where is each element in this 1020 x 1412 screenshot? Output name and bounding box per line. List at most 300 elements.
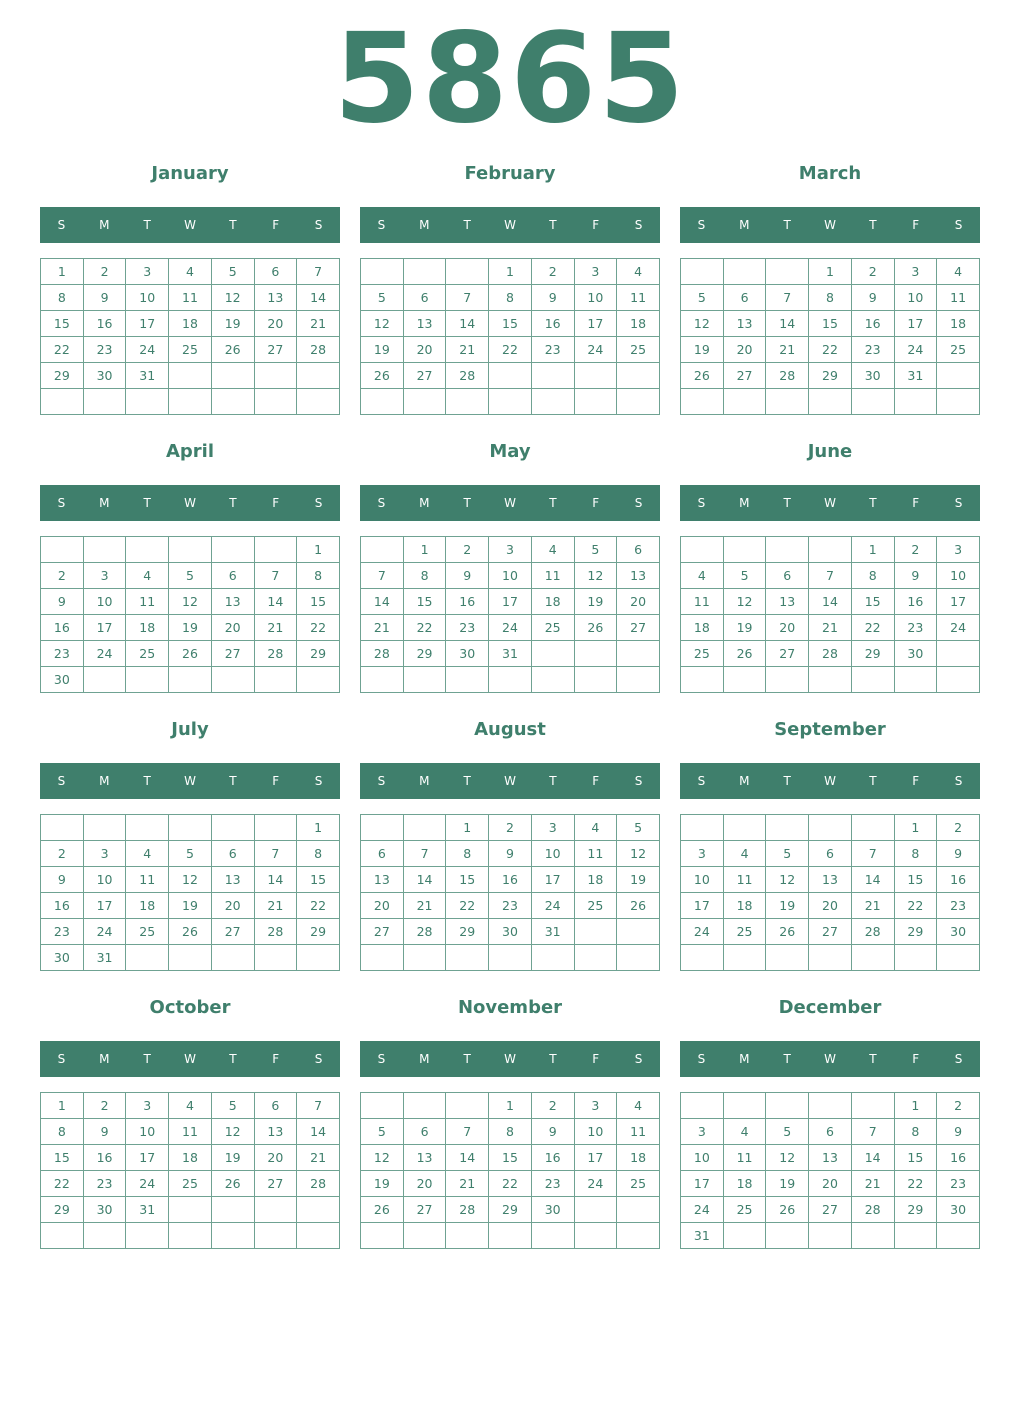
day-cell: 22	[41, 1171, 84, 1197]
day-cell	[723, 815, 766, 841]
day-cell: 31	[83, 945, 126, 971]
day-cell: 26	[169, 919, 212, 945]
day-cell: 4	[617, 259, 660, 285]
day-cell	[851, 389, 894, 415]
day-cell	[361, 945, 404, 971]
day-cell	[83, 667, 126, 693]
day-cell: 27	[361, 919, 404, 945]
day-cell: 23	[83, 1171, 126, 1197]
day-cell: 16	[937, 867, 980, 893]
day-cell: 1	[297, 537, 340, 563]
day-cell: 11	[169, 1119, 212, 1145]
day-cell	[617, 919, 660, 945]
day-cell: 22	[446, 893, 489, 919]
day-cell: 11	[169, 285, 212, 311]
day-cell: 14	[446, 1145, 489, 1171]
weekday-label: M	[99, 218, 110, 232]
day-cell: 25	[126, 641, 169, 667]
week-row	[361, 537, 660, 563]
day-cell	[937, 1223, 980, 1249]
week-row	[361, 1145, 660, 1171]
day-cell	[531, 389, 574, 415]
day-cell: 25	[169, 1171, 212, 1197]
day-cell: 2	[531, 1093, 574, 1119]
day-cell	[681, 667, 724, 693]
day-cell	[531, 641, 574, 667]
day-cell: 25	[169, 337, 212, 363]
day-cell: 13	[766, 589, 809, 615]
day-cell: 5	[723, 563, 766, 589]
weekday-label: S	[314, 1052, 323, 1066]
day-cell: 1	[851, 537, 894, 563]
day-cell: 7	[254, 841, 297, 867]
day-cell: 12	[766, 867, 809, 893]
day-cell: 4	[126, 563, 169, 589]
day-cell: 23	[83, 337, 126, 363]
day-cell: 27	[766, 641, 809, 667]
day-cell	[617, 667, 660, 693]
day-cell: 18	[681, 615, 724, 641]
weekday-header	[40, 207, 340, 243]
day-cell: 19	[361, 1171, 404, 1197]
day-cell	[489, 363, 532, 389]
day-cell	[254, 537, 297, 563]
week-row	[361, 815, 660, 841]
weekday-label: F	[912, 218, 920, 232]
day-cell: 15	[41, 1145, 84, 1171]
weekday-label: S	[377, 496, 386, 510]
day-grid	[680, 1092, 980, 1249]
day-cell	[681, 815, 724, 841]
weekday-label: M	[739, 774, 750, 788]
day-cell: 11	[126, 589, 169, 615]
weekday-label: T	[229, 218, 237, 232]
day-cell: 5	[211, 259, 254, 285]
day-cell	[574, 1197, 617, 1223]
day-cell: 21	[851, 893, 894, 919]
day-cell	[531, 1223, 574, 1249]
day-cell	[531, 363, 574, 389]
day-cell: 9	[446, 563, 489, 589]
day-cell: 21	[446, 1171, 489, 1197]
day-cell: 3	[126, 259, 169, 285]
day-cell: 14	[809, 589, 852, 615]
week-row	[41, 285, 340, 311]
weekday-label: S	[697, 496, 706, 510]
day-cell: 17	[681, 1171, 724, 1197]
day-cell: 2	[83, 259, 126, 285]
day-cell	[681, 945, 724, 971]
day-cell	[361, 389, 404, 415]
weekday-label: T	[869, 774, 877, 788]
day-cell: 5	[617, 815, 660, 841]
day-cell: 6	[403, 1119, 446, 1145]
day-cell	[617, 1223, 660, 1249]
week-row	[681, 389, 980, 415]
day-cell: 22	[489, 337, 532, 363]
day-cell	[851, 815, 894, 841]
day-cell: 26	[766, 919, 809, 945]
weekday-label: S	[697, 1052, 706, 1066]
day-cell	[254, 1197, 297, 1223]
year-title: 5865	[333, 7, 687, 151]
weekday-label: F	[272, 774, 280, 788]
day-cell: 9	[851, 285, 894, 311]
month-july	[40, 715, 340, 965]
day-cell: 19	[211, 311, 254, 337]
day-cell: 30	[531, 1197, 574, 1223]
week-row	[41, 363, 340, 389]
month-august	[360, 715, 660, 939]
day-cell	[211, 815, 254, 841]
day-cell: 12	[211, 285, 254, 311]
day-cell: 20	[403, 1171, 446, 1197]
day-cell: 17	[937, 589, 980, 615]
day-grid	[680, 814, 980, 971]
day-cell	[83, 1223, 126, 1249]
day-cell: 18	[574, 867, 617, 893]
day-cell	[126, 1223, 169, 1249]
day-cell	[809, 1223, 852, 1249]
day-cell: 11	[937, 285, 980, 311]
day-cell: 8	[851, 563, 894, 589]
day-cell	[617, 945, 660, 971]
day-cell: 14	[851, 1145, 894, 1171]
week-row	[41, 945, 340, 971]
day-cell: 28	[297, 337, 340, 363]
day-cell: 17	[574, 311, 617, 337]
week-row	[41, 1223, 340, 1249]
day-cell: 8	[894, 1119, 937, 1145]
day-cell: 9	[41, 589, 84, 615]
week-row	[361, 667, 660, 693]
day-cell: 15	[809, 311, 852, 337]
week-row	[681, 1197, 980, 1223]
day-cell: 2	[41, 563, 84, 589]
week-row	[41, 815, 340, 841]
week-row	[361, 919, 660, 945]
weekday-label: S	[634, 218, 643, 232]
day-cell: 8	[297, 563, 340, 589]
day-cell: 6	[361, 841, 404, 867]
day-cell: 20	[723, 337, 766, 363]
day-cell: 5	[361, 1119, 404, 1145]
week-row	[361, 389, 660, 415]
weekday-label: M	[99, 1052, 110, 1066]
day-cell: 4	[681, 563, 724, 589]
day-cell	[403, 259, 446, 285]
day-cell	[254, 815, 297, 841]
day-cell: 28	[297, 1171, 340, 1197]
day-cell: 10	[126, 1119, 169, 1145]
day-cell: 7	[446, 1119, 489, 1145]
day-cell	[297, 667, 340, 693]
day-cell: 17	[574, 1145, 617, 1171]
month-title: September	[774, 719, 886, 740]
month-november	[360, 993, 660, 1217]
weekday-label: F	[272, 496, 280, 510]
day-cell: 28	[766, 363, 809, 389]
day-cell: 24	[681, 919, 724, 945]
month-title: July	[171, 719, 209, 740]
day-cell	[297, 1197, 340, 1223]
weekday-label: T	[463, 774, 471, 788]
week-row	[361, 1223, 660, 1249]
day-cell: 1	[894, 815, 937, 841]
day-cell	[851, 1223, 894, 1249]
day-cell: 26	[361, 1197, 404, 1223]
day-cell: 28	[254, 919, 297, 945]
day-cell	[894, 1223, 937, 1249]
day-cell: 20	[766, 615, 809, 641]
day-cell: 29	[297, 919, 340, 945]
day-cell: 1	[894, 1093, 937, 1119]
month-title: March	[798, 163, 862, 184]
day-cell: 11	[126, 867, 169, 893]
day-cell: 6	[617, 537, 660, 563]
weekday-label: F	[272, 218, 280, 232]
day-cell: 3	[574, 259, 617, 285]
day-cell	[446, 1223, 489, 1249]
day-cell: 22	[489, 1171, 532, 1197]
day-cell: 3	[937, 537, 980, 563]
day-cell: 26	[574, 615, 617, 641]
weekday-label: S	[954, 1052, 963, 1066]
day-cell	[211, 1197, 254, 1223]
day-cell: 27	[809, 1197, 852, 1223]
day-cell: 30	[446, 641, 489, 667]
day-cell: 29	[41, 363, 84, 389]
week-row	[41, 589, 340, 615]
day-cell: 25	[681, 641, 724, 667]
day-cell: 6	[254, 259, 297, 285]
weekday-label: W	[504, 1052, 516, 1066]
day-cell: 4	[723, 1119, 766, 1145]
weekday-label: T	[229, 1052, 237, 1066]
day-cell	[723, 1223, 766, 1249]
day-cell: 15	[297, 589, 340, 615]
day-cell	[361, 815, 404, 841]
weekday-label: W	[824, 774, 836, 788]
week-row	[361, 589, 660, 615]
day-cell: 13	[403, 1145, 446, 1171]
day-cell: 19	[169, 893, 212, 919]
day-cell: 13	[809, 1145, 852, 1171]
week-row	[681, 285, 980, 311]
day-cell: 19	[766, 893, 809, 919]
day-cell: 27	[403, 1197, 446, 1223]
week-row	[681, 311, 980, 337]
day-cell: 14	[254, 867, 297, 893]
day-cell: 16	[83, 311, 126, 337]
week-row	[361, 311, 660, 337]
day-cell: 30	[41, 667, 84, 693]
day-cell: 18	[723, 1171, 766, 1197]
day-cell: 4	[617, 1093, 660, 1119]
day-cell: 15	[894, 1145, 937, 1171]
week-row	[681, 1171, 980, 1197]
day-cell: 2	[937, 815, 980, 841]
day-cell	[361, 259, 404, 285]
day-cell	[211, 945, 254, 971]
day-cell	[254, 667, 297, 693]
weekday-label: S	[697, 774, 706, 788]
day-cell	[574, 363, 617, 389]
day-cell: 24	[83, 641, 126, 667]
day-cell: 17	[531, 867, 574, 893]
weekday-header	[360, 763, 660, 799]
day-cell: 22	[297, 615, 340, 641]
weekday-header	[360, 485, 660, 521]
day-cell: 14	[851, 867, 894, 893]
day-cell: 16	[894, 589, 937, 615]
day-cell: 21	[254, 615, 297, 641]
day-cell: 15	[894, 867, 937, 893]
day-cell	[211, 389, 254, 415]
week-row	[681, 641, 980, 667]
day-grid	[360, 536, 660, 693]
day-cell: 23	[851, 337, 894, 363]
day-cell: 12	[169, 589, 212, 615]
week-row	[41, 867, 340, 893]
day-cell: 26	[617, 893, 660, 919]
weekday-label: W	[504, 496, 516, 510]
weekday-label: F	[912, 1052, 920, 1066]
day-cell: 18	[617, 311, 660, 337]
week-row	[41, 893, 340, 919]
day-cell: 20	[211, 893, 254, 919]
day-cell: 1	[403, 537, 446, 563]
weekday-label: S	[57, 774, 66, 788]
day-cell: 2	[41, 841, 84, 867]
day-cell: 19	[574, 589, 617, 615]
day-cell: 14	[297, 1119, 340, 1145]
day-cell: 16	[531, 1145, 574, 1171]
day-cell: 7	[851, 841, 894, 867]
day-cell: 5	[681, 285, 724, 311]
month-title: December	[778, 997, 882, 1018]
day-cell: 25	[723, 1197, 766, 1223]
week-row	[361, 841, 660, 867]
day-cell	[723, 945, 766, 971]
day-cell: 4	[126, 841, 169, 867]
day-cell: 21	[361, 615, 404, 641]
week-row	[681, 1145, 980, 1171]
week-row	[41, 615, 340, 641]
day-cell: 12	[723, 589, 766, 615]
day-grid	[40, 536, 340, 693]
month-title: January	[151, 163, 229, 184]
week-row	[41, 537, 340, 563]
weekday-label: M	[419, 496, 430, 510]
day-cell: 24	[681, 1197, 724, 1223]
day-cell	[894, 667, 937, 693]
day-cell: 25	[723, 919, 766, 945]
weekday-label: W	[184, 218, 196, 232]
weekday-header	[40, 763, 340, 799]
day-cell	[403, 389, 446, 415]
day-cell	[574, 919, 617, 945]
day-cell	[723, 537, 766, 563]
weekday-label: M	[99, 496, 110, 510]
day-cell	[766, 1223, 809, 1249]
day-cell: 14	[766, 311, 809, 337]
day-cell: 9	[489, 841, 532, 867]
day-cell: 9	[937, 1119, 980, 1145]
day-cell: 31	[531, 919, 574, 945]
day-cell	[126, 815, 169, 841]
day-cell	[446, 667, 489, 693]
weekday-label: T	[143, 1052, 151, 1066]
day-cell: 12	[617, 841, 660, 867]
day-cell: 24	[489, 615, 532, 641]
day-cell: 10	[681, 1145, 724, 1171]
weekday-label: S	[634, 496, 643, 510]
day-cell	[297, 945, 340, 971]
day-cell: 10	[489, 563, 532, 589]
week-row	[361, 615, 660, 641]
day-cell: 29	[894, 1197, 937, 1223]
weekday-label: T	[783, 1052, 791, 1066]
month-title: May	[489, 441, 531, 462]
day-cell: 3	[681, 1119, 724, 1145]
week-row	[361, 1197, 660, 1223]
day-cell: 29	[403, 641, 446, 667]
day-cell: 22	[41, 337, 84, 363]
day-cell: 14	[361, 589, 404, 615]
month-june	[680, 437, 980, 661]
weekday-label: M	[739, 218, 750, 232]
day-cell	[574, 667, 617, 693]
day-cell: 15	[41, 311, 84, 337]
day-cell: 5	[766, 841, 809, 867]
day-cell: 1	[809, 259, 852, 285]
day-cell	[531, 945, 574, 971]
week-row	[361, 867, 660, 893]
day-cell: 19	[211, 1145, 254, 1171]
weekday-label: S	[57, 218, 66, 232]
weekday-label: M	[99, 774, 110, 788]
week-row	[361, 641, 660, 667]
month-title: October	[149, 997, 231, 1018]
weekday-label: F	[592, 218, 600, 232]
weekday-label: S	[377, 1052, 386, 1066]
weekday-label: W	[824, 1052, 836, 1066]
day-cell: 2	[851, 259, 894, 285]
day-cell: 28	[254, 641, 297, 667]
day-cell: 29	[851, 641, 894, 667]
day-cell	[681, 259, 724, 285]
day-cell	[489, 1223, 532, 1249]
day-cell: 9	[531, 1119, 574, 1145]
day-cell: 23	[446, 615, 489, 641]
day-cell: 7	[403, 841, 446, 867]
day-cell: 12	[766, 1145, 809, 1171]
day-cell: 13	[403, 311, 446, 337]
weekday-label: S	[377, 774, 386, 788]
day-cell	[574, 389, 617, 415]
day-cell	[126, 537, 169, 563]
day-cell	[723, 389, 766, 415]
day-cell: 2	[446, 537, 489, 563]
weekday-header	[360, 207, 660, 243]
day-cell: 18	[126, 893, 169, 919]
day-cell	[403, 667, 446, 693]
day-cell	[83, 815, 126, 841]
day-cell	[809, 1093, 852, 1119]
day-cell: 10	[937, 563, 980, 589]
weekday-header	[40, 1041, 340, 1077]
